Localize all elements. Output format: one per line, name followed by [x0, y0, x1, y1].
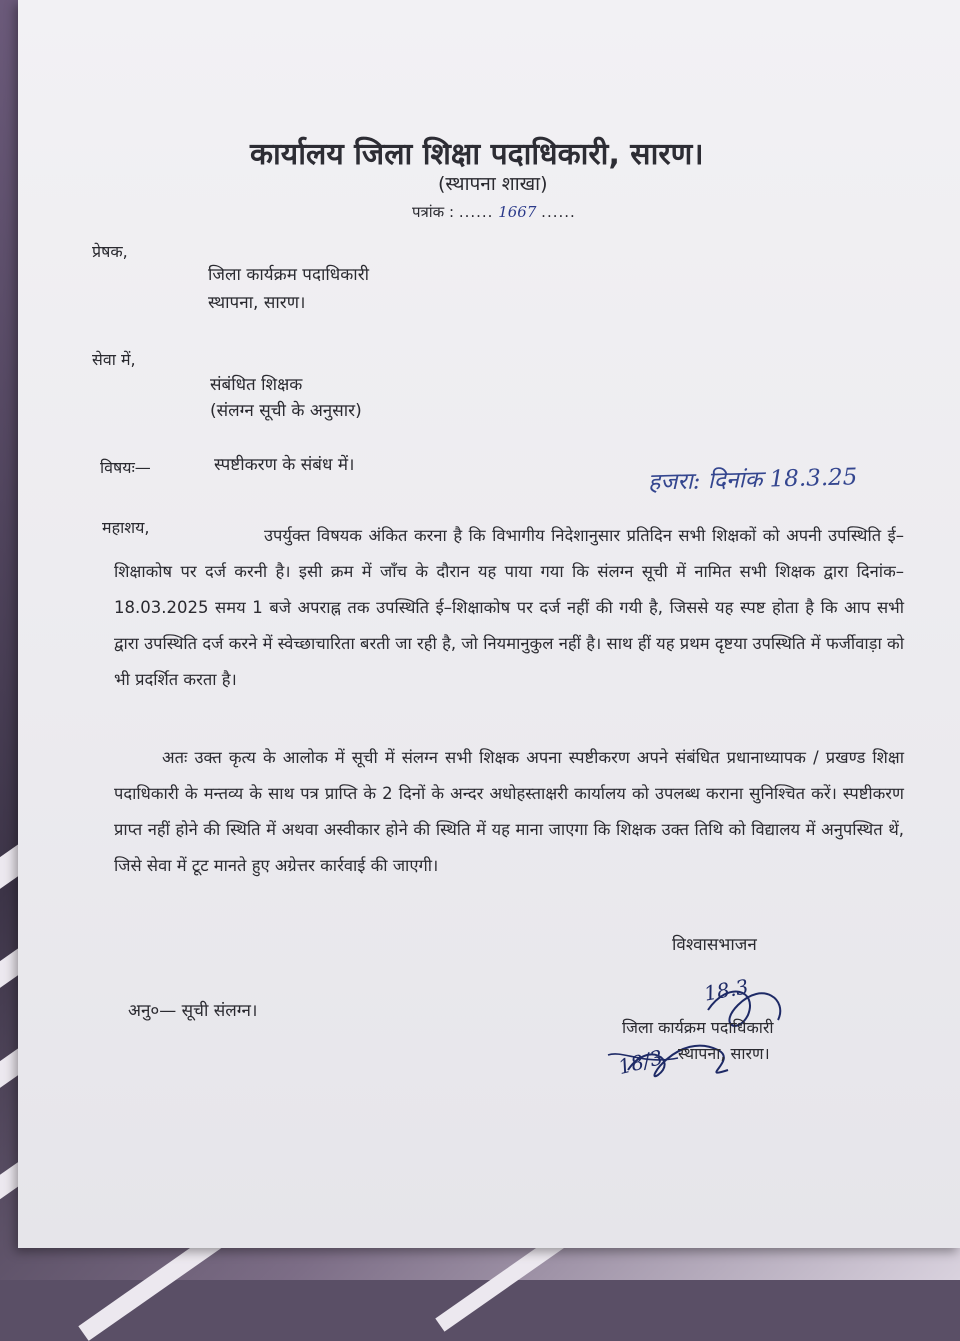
- recipient-label: सेवा में,: [92, 350, 136, 369]
- letter-number: [412, 202, 576, 222]
- signatory-designation: जिला कार्यक्रम पदाधिकारी: [622, 1018, 774, 1037]
- subject-label: विषयः—: [100, 458, 151, 477]
- recipient-line-2: (संलग्न सूची के अनुसार): [210, 401, 362, 421]
- body-paragraph-2: अतः उक्त कृत्य के आलोक में सूची में संलग्न सभी शिक्षक अपना स्पष्टीकरण अपने संबंधित प्रधानाध्यापक / प्रखण्ड शिक्षा पदाधिकारी के मन्तव्य के साथ पत्र प्राप्ति के 2 दिनों के अन्दर अधोहस्ताक्षरी कार्यालय को उपलब्ध कराना सुनिश्चित करें। स्पष्टीकरण प्राप्त नहीं होने की स्थिति में अथवा अस्वीकार होने की स्थिति में यह माना जाएगा कि शिक्षक उक्त तिथि को विद्यालय में अनुपस्थित थें, जिसे सेवा में टूट मानते हुए अग्रेत्तर कार्रवाई की जाएगी।: [114, 748, 904, 875]
- letter-number-dots: ......: [458, 203, 494, 221]
- sender-label: प्रेषक,: [92, 242, 128, 261]
- handwritten-receipt-note: हजरा: दिनांक 18.3.25: [647, 464, 858, 496]
- signature-scribble: 18.3: [702, 974, 751, 1006]
- salutation: महाशय,: [102, 518, 150, 537]
- letter-number-label: पत्रांक :: [412, 203, 455, 221]
- enclosure-note: अनु०— सूची संलग्न।: [128, 1001, 258, 1021]
- letter-page: [18, 0, 960, 1248]
- sender-line-2: स्थापना, सारण।: [208, 293, 306, 313]
- recipient-line-1: संबंधित शिक्षक: [210, 375, 303, 395]
- letter-number-dots-trailing: ......: [541, 203, 576, 221]
- letter-number-handwritten: 1667: [498, 203, 537, 221]
- branch-name: (स्थापना शाखा): [438, 173, 548, 195]
- sender-line-1: जिला कार्यक्रम पदाधिकारी: [208, 265, 370, 285]
- office-title: कार्यालय जिला शिक्षा पदाधिकारी, सारण।: [250, 137, 704, 172]
- closing: विश्वासभाजन: [672, 935, 757, 955]
- signatory-office: स्थापना, सारण।: [678, 1044, 770, 1063]
- subject-text: स्पष्टीकरण के संबंध में।: [214, 455, 355, 475]
- body-paragraph-1: उपर्युक्त विषयक अंकित करना है कि विभागीय निदेशानुसार प्रतिदिन सभी शिक्षकों को अपनी उपस्थिति ई–शिक्षाकोष पर दर्ज करनी है। इसी क्रम में जाँच के दौरान यह पाया गया कि संलग्न सूची में नामित सभी शिक्षक द्वारा दिनांक–18.03.2025 समय 1 बजे अपराह्न तक उपस्थिति ई–शिक्षाकोष पर दर्ज नहीं की गयी है, जिससे यह स्पष्ट होता है कि आप सभी द्वारा उपस्थिति दर्ज करने में स्वेच्छाचारिता बरती जा रही है, जो नियमानुकुल नहीं है। साथ हीं यह प्रथम दृष्टया उपस्थिति में फर्जीवाड़ा को भी प्रदर्शित करता है।: [114, 526, 904, 689]
- signature-date: 18/3: [615, 1044, 666, 1080]
